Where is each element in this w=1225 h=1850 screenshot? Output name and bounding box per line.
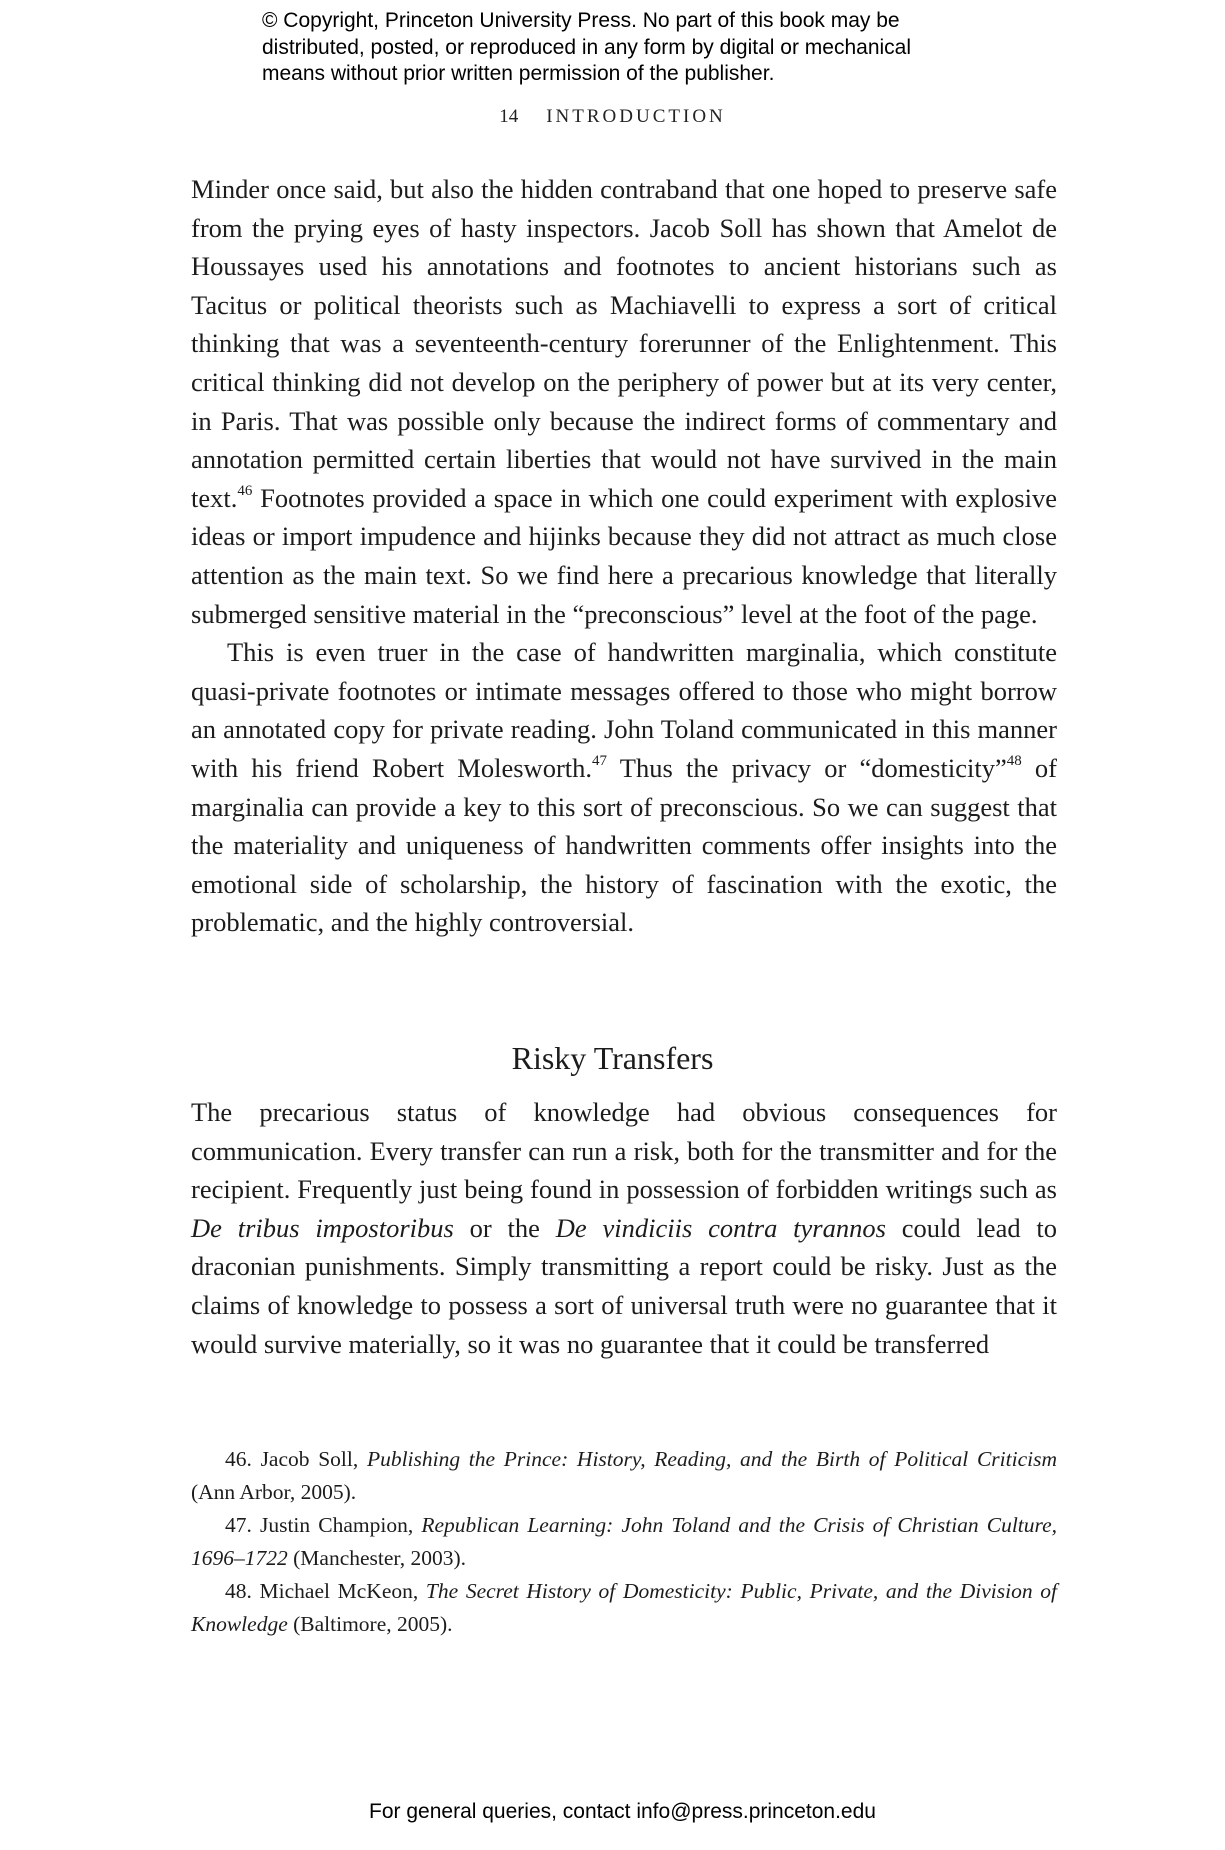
text: 48. Michael McKeon,	[225, 1579, 426, 1603]
copyright-line: distributed, posted, or reproduced in any form by digital or mechanical	[262, 35, 912, 59]
copyright-notice	[262, 8, 1022, 88]
italic-title: De tribus impostoribus	[191, 1212, 454, 1243]
running-head	[0, 106, 1225, 128]
text: (Ann Arbor, 2005).	[191, 1480, 357, 1504]
body-text-lower	[191, 1093, 1057, 1363]
text: 47. Justin Champion,	[225, 1513, 422, 1537]
text: or the	[453, 1212, 556, 1243]
footnote-46	[191, 1443, 1057, 1509]
page-number: 14	[499, 106, 519, 127]
footnotes	[191, 1443, 1057, 1641]
paragraph	[191, 170, 1057, 633]
italic-title: Republican Learning: John Toland and the Crisis of Christian Culture, 1696–1722	[191, 1513, 1058, 1570]
italic-title: Publishing the Prince: History, Reading, and the Birth of Political Criticism	[366, 1447, 1057, 1471]
section-heading: Risky Transfers	[511, 1040, 714, 1076]
text: Minder once said, but also the hidden contraband that one hoped to preserve safe from the prying eyes of hasty inspectors. Jacob Soll has shown that Amelot de Houssayes used his annotations and footnotes to ancient historians such as Tacitus or political theorists such as Machiavelli to express a sort of critical thinking that was a seventeenth-century forerunner of the Enlightenment. This critical thinking did not develop on the periphery of power but at its very center, in Paris. That was possible only because the indirect forms of commentary and annotation permitted certain liberties that would not have survived in the main text.	[191, 174, 1057, 513]
footnote-47	[191, 1509, 1057, 1575]
text: Thus the privacy or “domesticity”	[607, 752, 1007, 783]
text: The precarious status of knowledge had obvious consequences for communication. Every transfer can run a risk, both for the transmitter and for the recipient. Frequently just being found in possession of forbidden writings such as	[191, 1097, 1057, 1205]
footnote-ref-46[interactable]: 46	[237, 482, 253, 499]
text: 46. Jacob Soll,	[225, 1447, 367, 1471]
footnote-ref-48[interactable]: 48	[1006, 753, 1022, 770]
text: (Baltimore, 2005).	[287, 1612, 453, 1636]
text: of marginalia can provide a key to this sort of preconscious. So we can suggest that the materiality and uniqueness of handwritten comments offer insights into the emotional side of scholarship, the history of fascination with the exotic, the problematic, and the highly controversial.	[191, 752, 1058, 938]
text: Footnotes provided a space in which one could experiment with explosive ideas or import impudence and hijinks because they did not attract as much close attention as the main text. So we find here a precarious knowledge that literally submerged sensitive material in the “preconscious” level at the foot of the page.	[191, 482, 1057, 629]
text: This is even truer in the case of handwritten marginalia, which constitute quasi-private footnotes or intimate messages offered to those who might borrow an annotated copy for private reading. John Toland communicated in this manner with his friend Robert Molesworth.	[191, 637, 1057, 783]
body-text-upper	[191, 170, 1057, 942]
copyright-line: © Copyright, Princeton University Press. No part of this book may be	[262, 9, 900, 32]
text: could lead to draconian punishments. Simply transmitting a report could be risky. Just as the claims of knowledge to possess a sort of universal truth were no guarantee that it would survive materially, so it was no guarantee that it could be transferred	[191, 1212, 1058, 1359]
paragraph	[191, 1093, 1057, 1363]
italic-title: The Secret History of Domesticity: Public, Private, and the Division of Knowledge	[191, 1579, 1058, 1636]
paragraph	[191, 633, 1057, 942]
footer-contact: For general queries, contact info@press.princeton.edu	[369, 1800, 876, 1823]
footnote-48	[191, 1575, 1057, 1641]
italic-title: De vindiciis contra tyrannos	[555, 1212, 886, 1243]
copyright-line: means without prior written permission of the publisher.	[262, 62, 775, 85]
section-title: INTRODUCTION	[546, 106, 726, 127]
footnote-ref-47[interactable]: 47	[592, 753, 608, 770]
text: (Manchester, 2003).	[287, 1546, 466, 1570]
